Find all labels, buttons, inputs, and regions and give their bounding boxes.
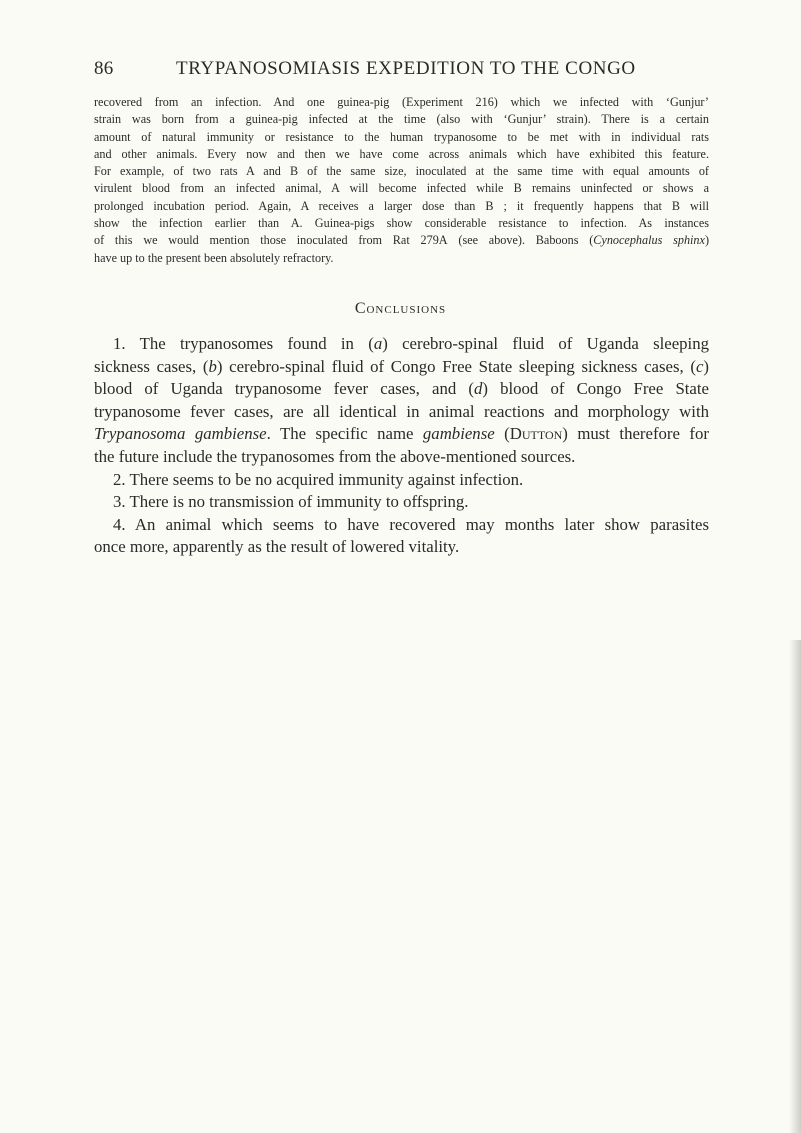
intro-line: For example, of two rats A and B of the same size, inoculated at the same time with equal amounts of — [94, 164, 709, 179]
intro-line: strain was born from a guinea-pig infected at the time (also with ‘Gunjur’ strain). There is a certain — [94, 112, 709, 127]
intro-line: of this we would mention those inoculated from Rat 279A (see above). Baboons (Cynocephalus sphinx) — [94, 233, 709, 248]
running-header — [94, 58, 714, 84]
intro-line: prolonged incubation period. Again, A receives a larger dose than B ; it frequently happens that B will — [94, 198, 709, 213]
conclusion-3: 3. There is no transmission of immunity to offspring. — [113, 492, 469, 512]
species-name: Cynocephalus sphinx — [593, 233, 705, 248]
author-name: Dutton — [509, 424, 563, 444]
conclusion-1-line: the future include the trypanosomes from the above-mentioned sources. — [94, 446, 576, 466]
intro-line: virulent blood from an infected animal, A will become infected while B remains uninfected or shows a — [94, 181, 709, 196]
intro-line: recovered from an infection. And one guinea-pig (Experiment 216) which we infected with ‘Gunjur’ — [94, 95, 709, 109]
page-edge-shadow — [789, 640, 801, 1133]
page-number: 86 — [94, 58, 114, 79]
conclusions-heading: Conclusions — [354, 300, 447, 317]
conclusions-list — [94, 333, 709, 559]
conclusion-4-line: 4. An animal which seems to have recovered may months later show parasites — [113, 514, 709, 534]
rat-suffix: A — [438, 233, 448, 248]
conclusion-1-line: trypanosome fever cases, are all identical in animal reactions and morphology with — [94, 401, 709, 421]
intro-paragraph — [94, 94, 709, 267]
conclusion-2: 2. There seems to be no acquired immunity against infection. — [113, 469, 524, 489]
conclusion-1-line: 1. The trypanosomes found in (a) cerebro-spinal fluid of Uganda sleeping — [113, 334, 710, 353]
intro-line: and other animals. Every now and then we have come across animals which have exhibited this feature. — [94, 146, 709, 161]
conclusion-1-line: blood of Uganda trypanosome fever cases, and (d) blood of Congo Free State — [94, 379, 709, 399]
conclusion-4-line: once more, apparently as the result of lowered vitality. — [94, 537, 460, 557]
conclusion-1-line: sickness cases, (b) cerebro-spinal fluid of Congo Free State sleeping sickness cases, (c) — [94, 356, 709, 376]
conclusion-1-line: Trypanosoma gambiense. The specific name gambiense (Dutton) must therefore for — [94, 424, 709, 444]
running-title: TRYPANOSOMIASIS EXPEDITION TO THE CONGO — [176, 58, 636, 79]
intro-line: amount of natural immunity or resistance to the human trypanosome to be met with in individual rats — [94, 129, 709, 144]
intro-line: show the infection earlier than A. Guinea-pigs show considerable resistance to infection. As instances — [94, 216, 709, 231]
intro-line: have up to the present been absolutely refractory. — [94, 250, 334, 265]
species-name: Trypanosoma gambiense — [94, 424, 267, 444]
